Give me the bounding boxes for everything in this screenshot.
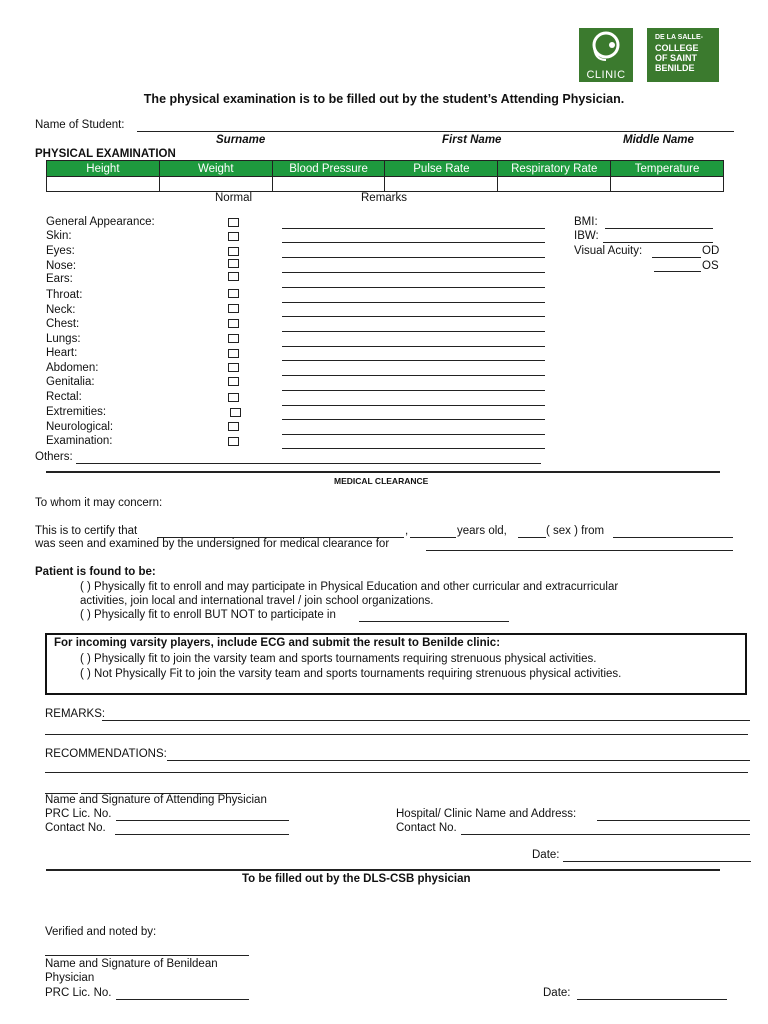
benildean-prc-label: PRC Lic. No. — [45, 987, 112, 999]
varsity-not-fit-option[interactable]: ( ) Not Physically Fit to join the varsity team and sports tournaments requiring strenuous physical activities. — [80, 668, 622, 680]
respiratory-rate-cell[interactable] — [498, 177, 611, 192]
recommendations-label: RECOMMENDATIONS: — [45, 748, 167, 760]
os-label: OS — [702, 260, 719, 272]
clinic-logo — [579, 28, 633, 82]
vitals-column-header: Weight — [159, 161, 272, 177]
college-logo-line: DE LA SALLE- — [655, 34, 703, 41]
remarks-line[interactable] — [282, 257, 545, 258]
age-field[interactable] — [410, 537, 456, 538]
remarks-line[interactable] — [282, 242, 545, 243]
remarks-line[interactable] — [282, 419, 545, 420]
exam-item-label: Genitalia: — [46, 376, 95, 388]
normal-checkbox[interactable] — [228, 232, 239, 241]
exam-item-label: Neck: — [46, 304, 76, 316]
exam-item-label: Lungs: — [46, 333, 81, 345]
vitals-column-header: Respiratory Rate — [498, 161, 611, 177]
remarks-line[interactable] — [282, 434, 545, 435]
attending-date-field[interactable] — [563, 861, 751, 862]
normal-checkbox[interactable] — [228, 377, 239, 386]
normal-checkbox[interactable] — [228, 363, 239, 372]
remarks-line[interactable] — [282, 346, 545, 347]
benildean-signature-field[interactable] — [45, 955, 249, 956]
normal-checkbox[interactable] — [228, 272, 239, 281]
fit-option-1[interactable]: ( ) Physically fit to enroll and may participate in Physical Education and other curricular and extracurricular — [80, 581, 619, 593]
remarks-line[interactable] — [282, 405, 545, 406]
verified-label: Verified and noted by: — [45, 926, 157, 938]
remarks-field[interactable] — [102, 720, 750, 721]
physical-exam-heading: PHYSICAL EXAMINATION — [35, 148, 176, 160]
from-field[interactable] — [613, 537, 733, 538]
vitals-table — [46, 160, 724, 192]
exam-item-label: Skin: — [46, 230, 72, 242]
section-divider — [46, 471, 720, 473]
exam-item-label: General Appearance: — [46, 216, 155, 228]
benildean-date-label: Date: — [543, 987, 571, 999]
years-old-text: years old, — [457, 525, 507, 537]
attending-prc-field[interactable] — [116, 820, 289, 821]
attending-prc-label: PRC Lic. No. — [45, 808, 112, 820]
exam-item-label: Rectal: — [46, 391, 82, 403]
exam-item-label: Examination: — [46, 435, 113, 447]
normal-checkbox[interactable] — [228, 218, 239, 227]
vitals-input-row — [47, 177, 724, 192]
ibw-field[interactable] — [603, 242, 713, 243]
college-logo-line: OF SAINT — [655, 53, 697, 63]
normal-column-label: Normal — [215, 192, 253, 204]
vitals-column-header: Temperature — [611, 161, 724, 177]
normal-checkbox[interactable] — [230, 408, 241, 417]
remarks-line[interactable] — [282, 272, 545, 273]
remarks-line[interactable] — [282, 228, 545, 229]
exam-item-label: Heart: — [46, 347, 78, 359]
remarks-line[interactable] — [282, 448, 545, 449]
exam-item-label: Neurological: — [46, 421, 114, 433]
normal-checkbox[interactable] — [228, 247, 239, 256]
vitals-column-header: Blood Pressure — [272, 161, 385, 177]
normal-checkbox[interactable] — [228, 393, 239, 402]
certify-text: This is to certify that — [35, 525, 138, 537]
patient-found-heading: Patient is found to be: — [35, 566, 156, 578]
hospital-contact-field[interactable] — [461, 834, 750, 835]
not-participate-field[interactable] — [359, 621, 509, 622]
exam-item-label: Throat: — [46, 289, 83, 301]
od-field[interactable] — [652, 257, 701, 258]
exam-item-label: Chest: — [46, 318, 80, 330]
temperature-cell[interactable] — [611, 177, 724, 192]
os-field[interactable] — [654, 271, 701, 272]
attending-contact-label: Contact No. — [45, 822, 106, 834]
attending-date-label: Date: — [532, 849, 560, 861]
clearance-purpose-field[interactable] — [426, 550, 733, 551]
remarks-line[interactable] — [282, 390, 545, 391]
student-name-field[interactable] — [137, 131, 734, 132]
varsity-heading: For incoming varsity players, include ECG and submit the result to Benilde clinic: — [54, 637, 501, 649]
remarks-field-line2[interactable] — [45, 734, 748, 735]
sex-from-text: ( sex ) from — [546, 525, 605, 537]
recommendations-field-line2[interactable] — [45, 772, 748, 773]
vitals-column-header: Height — [47, 161, 160, 177]
student-name-label: Name of Student: — [35, 119, 125, 131]
recommendations-field[interactable] — [167, 760, 750, 761]
normal-checkbox[interactable] — [228, 319, 239, 328]
medical-clearance-heading: MEDICAL CLEARANCE — [334, 476, 429, 486]
benildean-signature-label: Name and Signature of Benildean — [45, 958, 218, 970]
clinic-logo-text: CLINIC — [586, 69, 626, 81]
exam-item-label: Ears: — [46, 273, 73, 285]
normal-checkbox[interactable] — [228, 422, 239, 431]
stethoscope-icon — [579, 28, 633, 68]
normal-checkbox[interactable] — [228, 349, 239, 358]
weight-cell[interactable] — [159, 177, 272, 192]
attending-signature-label: Name and Signature of Attending Physician — [45, 794, 267, 806]
to-whom-text: To whom it may concern: — [35, 497, 163, 509]
normal-checkbox[interactable] — [228, 259, 239, 268]
normal-checkbox[interactable] — [228, 289, 239, 298]
hospital-label: Hospital/ Clinic Name and Address: — [396, 808, 577, 820]
normal-checkbox[interactable] — [228, 437, 239, 446]
blood-pressure-cell[interactable] — [272, 177, 385, 192]
vitals-column-header: Pulse Rate — [385, 161, 498, 177]
college-logo — [647, 28, 719, 82]
college-logo-line: COLLEGE — [655, 43, 699, 53]
dlscsb-heading: To be filled out by the DLS-CSB physician — [242, 873, 471, 885]
remarks-line[interactable] — [282, 316, 545, 317]
visual-acuity-label: Visual Acuity: — [574, 245, 643, 257]
remarks-line[interactable] — [282, 375, 545, 376]
exam-item-label: Extremities: — [46, 406, 107, 418]
od-label: OD — [702, 245, 720, 257]
exam-item-label: Nose: — [46, 260, 77, 272]
first-name-caption: First Name — [442, 134, 502, 146]
ibw-label: IBW: — [574, 230, 599, 242]
surname-caption: Surname — [216, 134, 266, 146]
normal-checkbox[interactable] — [228, 334, 239, 343]
fit-option-2[interactable]: ( ) Physically fit to enroll BUT NOT to participate in — [80, 609, 336, 621]
remarks-line[interactable] — [282, 287, 545, 288]
exam-item-label: Eyes: — [46, 245, 75, 257]
remarks-column-label: Remarks — [361, 192, 408, 204]
sex-field[interactable] — [518, 537, 546, 538]
varsity-fit-option[interactable]: ( ) Physically fit to join the varsity team and sports tournaments requiring strenuous physical activities. — [80, 653, 597, 665]
others-label: Others: — [35, 451, 73, 463]
physician-label: Physician — [45, 972, 95, 984]
college-logo-line: BENILDE — [655, 63, 695, 73]
remarks-line[interactable] — [282, 302, 545, 303]
section-divider — [46, 869, 720, 871]
bmi-field[interactable] — [605, 228, 713, 229]
benildean-date-field[interactable] — [577, 999, 727, 1000]
exam-item-label: Abdomen: — [46, 362, 99, 374]
form-title: The physical examination is to be filled out by the student’s Attending Physician. — [143, 92, 625, 106]
others-field[interactable] — [76, 463, 541, 464]
fit-option-1-continued: activities, join local and international travel / join school organizations. — [80, 595, 434, 607]
vitals-header-row — [47, 161, 724, 177]
middle-name-caption: Middle Name — [623, 134, 694, 146]
benildean-prc-field[interactable] — [116, 999, 249, 1000]
bmi-label: BMI: — [574, 216, 598, 228]
attending-contact-field[interactable] — [115, 834, 289, 835]
normal-checkbox[interactable] — [228, 304, 239, 313]
remarks-label: REMARKS: — [45, 708, 106, 720]
remarks-line[interactable] — [282, 331, 545, 332]
seen-examined-text: was seen and examined by the undersigned for medical clearance for — [35, 538, 390, 550]
hospital-field[interactable] — [597, 820, 750, 821]
hospital-contact-label: Contact No. — [396, 822, 457, 834]
remarks-line[interactable] — [282, 360, 545, 361]
height-cell[interactable] — [47, 177, 160, 192]
pulse-rate-cell[interactable] — [385, 177, 498, 192]
